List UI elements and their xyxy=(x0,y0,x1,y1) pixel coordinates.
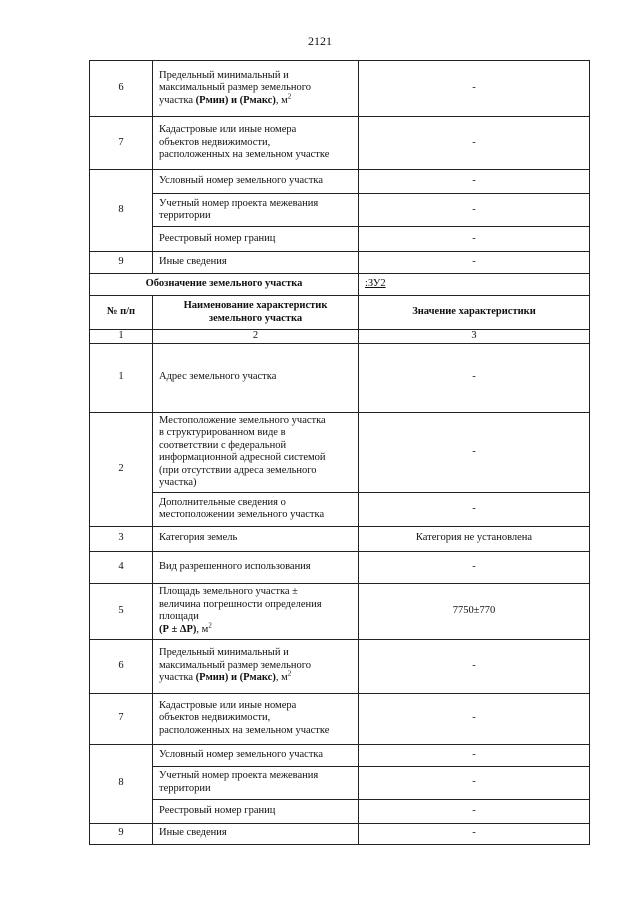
label-line: расположенных на земельном участке xyxy=(159,149,330,161)
row-value: - xyxy=(359,61,590,117)
row-number: 3 xyxy=(90,526,153,551)
row-label xyxy=(153,583,359,639)
row-label xyxy=(153,766,359,799)
table-row xyxy=(90,744,590,766)
header-value: Значение характеристики xyxy=(359,296,590,330)
row-label: Вид разрешенного использования xyxy=(153,551,359,583)
row-label xyxy=(153,61,359,117)
label-line: Местоположение земельного участка xyxy=(159,414,326,426)
row-label: Иные сведения xyxy=(153,823,359,844)
label-line: информационной адресной системой xyxy=(159,452,326,463)
row-number: 7 xyxy=(90,117,153,170)
table-row xyxy=(90,823,590,844)
table-row xyxy=(90,799,590,823)
label-line: Предельный минимальный и xyxy=(159,647,289,659)
row-value: - xyxy=(359,170,590,194)
label-line: объектов недвижимости, xyxy=(159,136,271,148)
row-label xyxy=(153,412,359,492)
label-bold: (Рмин) и (Рмакс) xyxy=(195,672,276,684)
label-line: участка) xyxy=(159,477,197,488)
label-line: Учетный номер проекта межевания xyxy=(159,197,319,209)
label-line: местоположении земельного участка xyxy=(159,509,325,520)
row-number: 8 xyxy=(90,744,153,823)
label-line: Дополнительные сведения о xyxy=(159,496,286,508)
row-value: - xyxy=(359,693,590,744)
row-value: - xyxy=(359,117,590,170)
row-value: - xyxy=(359,412,590,492)
table-row xyxy=(90,639,590,693)
row-label xyxy=(153,117,359,170)
label-line: в структурированном виде в xyxy=(159,427,286,438)
label-line: объектов недвижимости, xyxy=(159,712,271,724)
row-label: Реестровый номер границ xyxy=(153,799,359,823)
row-value: - xyxy=(359,639,590,693)
row-number: 4 xyxy=(90,551,153,583)
label-line: величина погрешности определения xyxy=(159,598,322,610)
table-row xyxy=(90,194,590,227)
label-line: площади xyxy=(159,611,199,622)
designation-row xyxy=(90,274,590,296)
column-index: 3 xyxy=(359,330,590,344)
row-number: 8 xyxy=(90,170,153,252)
label-line: (при отсутствии адреса земельного xyxy=(159,464,317,476)
row-label: Условный номер земельного участка xyxy=(153,170,359,194)
label-line: максимальный размер земельного xyxy=(159,659,312,671)
header-line: Наименование характеристик xyxy=(183,300,328,311)
row-label: Реестровый номер границ xyxy=(153,227,359,252)
table-header xyxy=(90,296,590,330)
row-label: Иные сведения xyxy=(153,252,359,274)
label-line: соответствии с федеральной xyxy=(159,439,287,451)
table-row xyxy=(90,412,590,492)
table-row xyxy=(90,693,590,744)
row-label: Категория земель xyxy=(153,526,359,551)
table-row xyxy=(90,252,590,274)
unit-superscript: 2 xyxy=(208,621,212,629)
row-value: - xyxy=(359,252,590,274)
label-unit: , м xyxy=(275,94,288,106)
row-value: - xyxy=(359,766,590,799)
unit-superscript: 2 xyxy=(287,669,292,678)
row-number: 6 xyxy=(90,61,153,117)
label-bold: (Р ± ΔР) xyxy=(159,623,197,635)
table-row xyxy=(90,117,590,170)
column-index: 1 xyxy=(90,330,153,344)
header-line: земельного участка xyxy=(208,312,303,324)
row-number: 7 xyxy=(90,693,153,744)
table-row xyxy=(90,227,590,252)
table-row xyxy=(90,551,590,583)
row-label: Адрес земельного участка xyxy=(153,343,359,412)
row-value: 7750±770 xyxy=(359,583,590,639)
label-unit: , м xyxy=(275,672,288,684)
row-value: - xyxy=(359,823,590,844)
table-row xyxy=(90,583,590,639)
row-value: - xyxy=(359,343,590,412)
row-number: 1 xyxy=(90,343,153,412)
row-number: 9 xyxy=(90,252,153,274)
land-plot-table xyxy=(89,60,590,845)
label-line: территории xyxy=(159,210,211,221)
header-name xyxy=(153,296,359,330)
column-number-row xyxy=(90,330,590,344)
table-row xyxy=(90,343,590,412)
table-row xyxy=(90,766,590,799)
row-label xyxy=(153,693,359,744)
row-value: - xyxy=(359,744,590,766)
row-label xyxy=(153,492,359,526)
row-number: 5 xyxy=(90,583,153,639)
page-number: 2121 xyxy=(308,34,332,48)
row-value: - xyxy=(359,194,590,227)
label-line: Кадастровые или иные номера xyxy=(159,699,297,711)
row-value: - xyxy=(359,492,590,526)
column-index: 2 xyxy=(153,330,359,344)
row-label: Условный номер земельного участка xyxy=(153,744,359,766)
row-value: - xyxy=(359,799,590,823)
label-line: территории xyxy=(159,782,211,794)
label-line: Учетный номер проекта межевания xyxy=(159,770,319,781)
table-row xyxy=(90,61,590,117)
table-row xyxy=(90,526,590,551)
row-value: - xyxy=(359,227,590,252)
label-line: Предельный минимальный и xyxy=(159,69,289,81)
row-number: 6 xyxy=(90,639,153,693)
row-label xyxy=(153,639,359,693)
row-label xyxy=(153,194,359,227)
unit-superscript: 2 xyxy=(287,92,292,101)
row-number: 9 xyxy=(90,823,153,844)
row-number: 2 xyxy=(90,412,153,526)
label-line: участка xyxy=(159,94,196,106)
label-line: расположенных на земельном участке xyxy=(159,724,330,736)
row-value: Категория не установлена xyxy=(359,526,590,551)
label-unit: , м xyxy=(196,623,209,635)
label-line: участка xyxy=(159,672,196,684)
table-row xyxy=(90,170,590,194)
label-bold: (Рмин) и (Рмакс) xyxy=(195,94,276,106)
label-line: Кадастровые или иные номера xyxy=(159,124,297,136)
label-line: максимальный размер земельного xyxy=(159,82,312,94)
header-number: № п/п xyxy=(90,296,153,330)
label-line: Площадь земельного участка ± xyxy=(159,586,298,597)
designation-label: Обозначение земельного участка xyxy=(90,274,359,296)
designation-code: :ЗУ2 xyxy=(359,274,590,296)
row-value: - xyxy=(359,551,590,583)
table-row xyxy=(90,492,590,526)
